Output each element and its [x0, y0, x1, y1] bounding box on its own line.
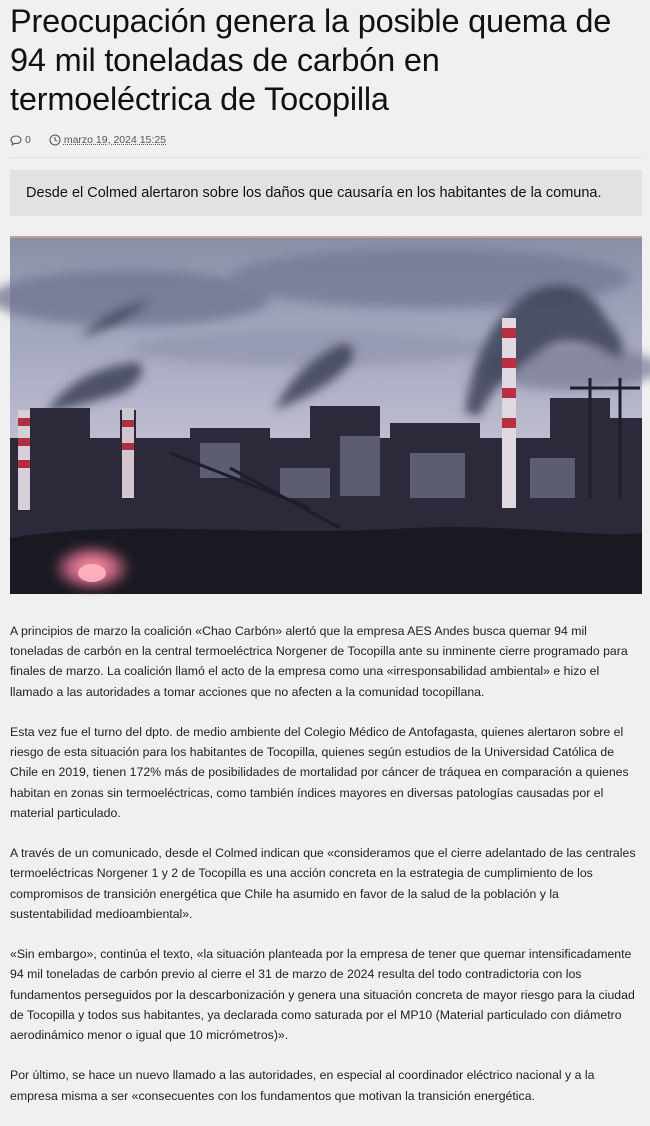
- paragraph: «Sin embargo», continúa el texto, «la situación planteada por la empresa de tener que quemar intensificadamente 94 mil toneladas de carbón previo al cierre el 31 de marzo de 2024 resulta del todo contradictoria con los fundamentos perseguidos por la descarbonización y genera una situación concreta de mayor riesgo para la ciudad de Tocopilla y todos sus habitantes, ya declarada como saturada por el MP10 (Material particulado con diámetro aerodinámico menor o igual que 10 micrómetros)».: [10, 947, 635, 1043]
- article-title: Preocupación genera la posible quema de 94 mil toneladas de carbón en termoeléctrica de Tocopilla: [10, 3, 612, 117]
- article-body: [10, 621, 642, 1126]
- publish-date: marzo 19, 2024 15:25: [63, 134, 166, 146]
- date-link[interactable]: [49, 134, 166, 146]
- comments-link[interactable]: [10, 134, 31, 146]
- power-plant-photo: [10, 238, 642, 594]
- divider: [10, 157, 642, 158]
- clock-icon: [49, 134, 61, 146]
- paragraph: Esta vez fue el turno del dpto. de medio ambiente del Colegio Médico de Antofagasta, quienes alertaron sobre el riesgo de esta situación para los habitantes de Tocopilla, quienes según estudios de la Universidad Católica de Chile en 2019, tienen 172% más de posibilidades de mortalidad por cáncer de tráquea en comparación a quienes habitan en zonas sin termoeléctricas, como también índices mayores en diversas patologías causadas por el material particulado.: [10, 725, 629, 820]
- paragraph: Por último, se hace un nuevo llamado a las autoridades, en especial al coordinador eléctrico nacional y a la empresa misma a ser «consecuentes con los fundamentos que motivan la transición energética.: [10, 1068, 595, 1103]
- comments-count: 0: [25, 134, 31, 146]
- article-meta: [10, 132, 184, 148]
- lede-text: Desde el Colmed alertaron sobre los daños que causaría en los habitantes de la comuna.: [26, 185, 602, 201]
- comment-bubble-icon: [10, 135, 22, 146]
- article-photo: [10, 236, 642, 594]
- paragraph: A principios de marzo la coalición «Chao Carbón» alertó que la empresa AES Andes busca quemar 94 mil toneladas de carbón en la central termoeléctrica Norgener de Tocopilla ante su inminente cierre programado para finales de marzo. La coalición llamó el acto de la empresa como una «irresponsabilidad ambiental» e hizo el llamado a las autoridades a tomar acciones que no afecten a la comunidad tocopillana.: [10, 624, 628, 699]
- paragraph: A través de un comunicado, desde el Colmed indican que «consideramos que el cierre adelantado de las centrales termoeléctricas Norgener 1 y 2 de Tocopilla es una acción concreta en la estrategia de cumplimiento de los compromisos de transición energética que Chile ha asumido en favor de la salud de la población y la sustentabilidad medioambiental».: [10, 846, 636, 921]
- article-lede: [10, 170, 642, 216]
